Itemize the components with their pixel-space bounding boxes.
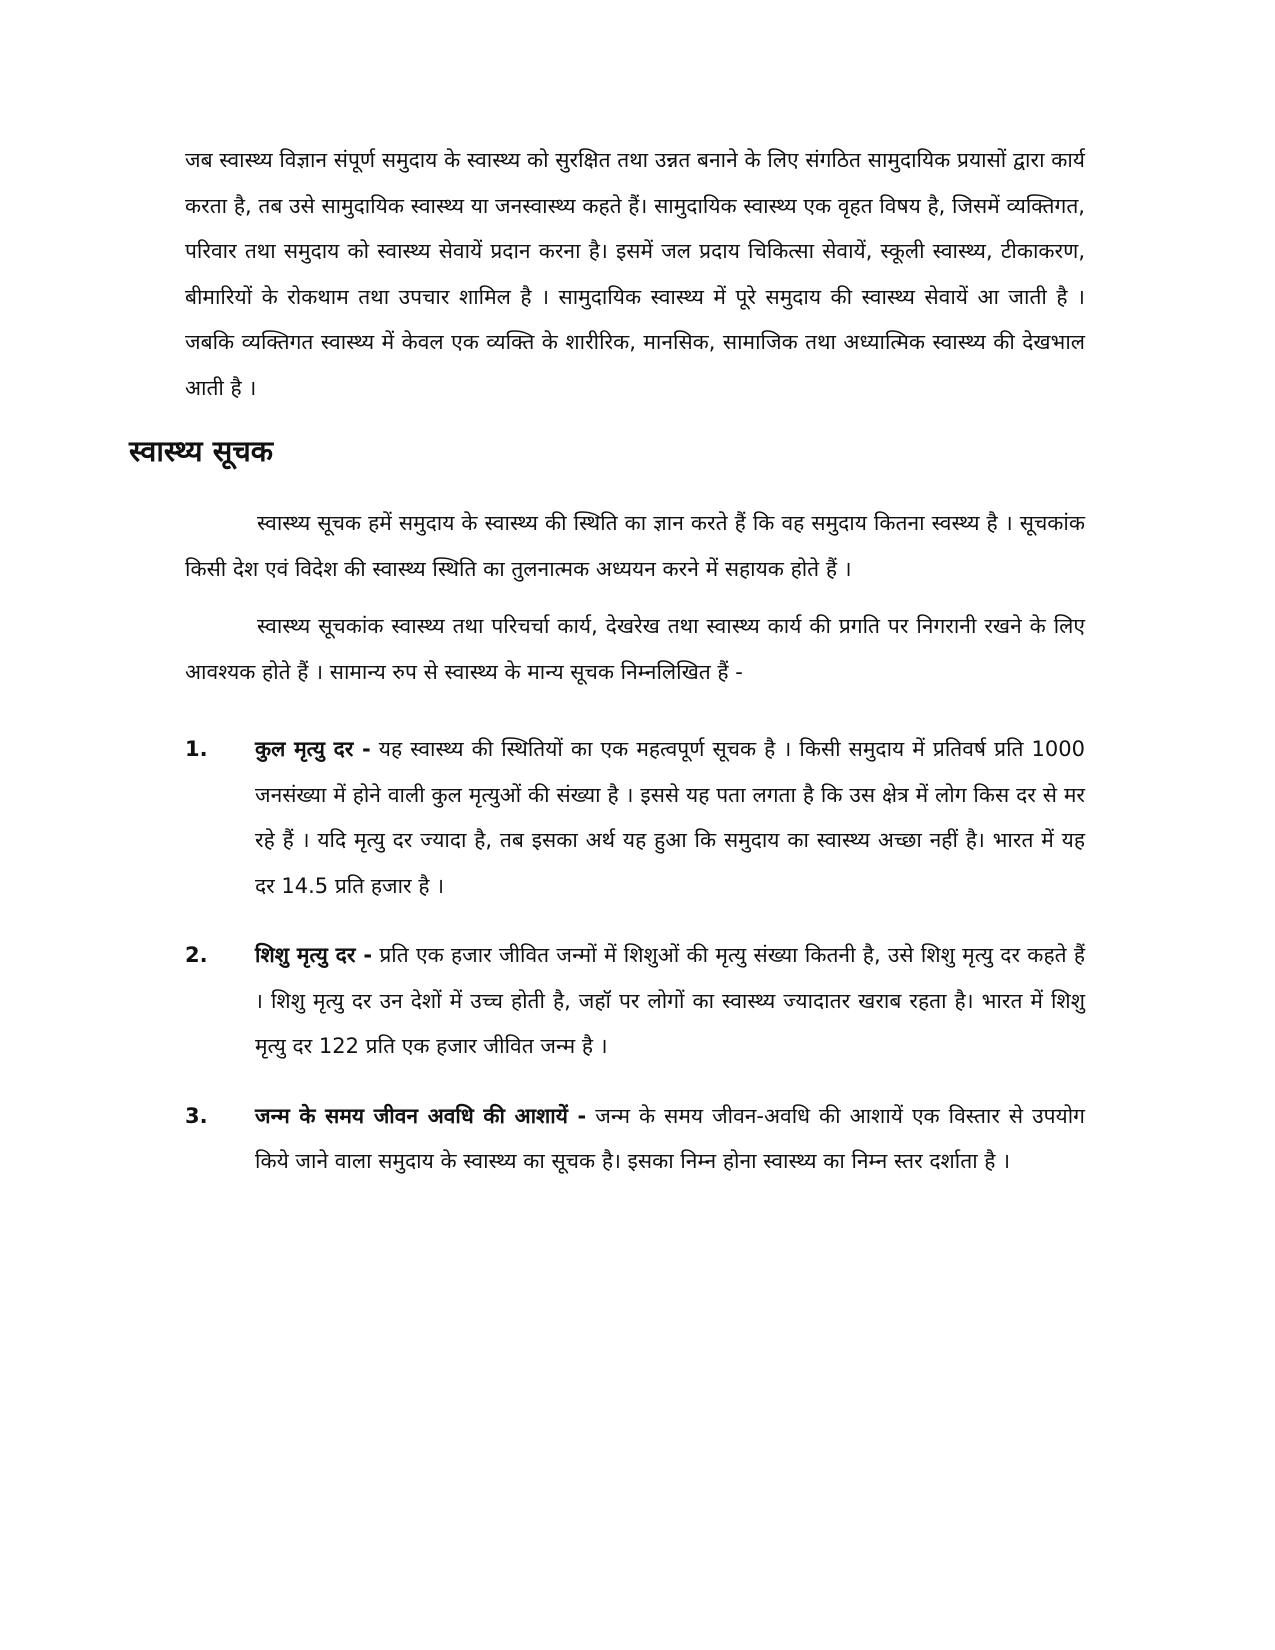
list-item-number: 1. (185, 737, 208, 761)
list-item-number: 2. (185, 943, 208, 967)
list-item-term: कुल मृत्यु दर - (255, 737, 371, 761)
list-item-body (255, 933, 1085, 1070)
list-item-body (255, 1094, 1085, 1185)
intro-paragraph: जब स्वास्थ्य विज्ञान संपूर्ण समुदाय के स्वास्थ्य को सुरक्षित तथा उन्नत बनाने के लिए संगठित सामुदायिक प्रयासों द्वारा कार्य करता है, तब उसे सामुदायिक स्वास्थ्य या जनस्वास्थ्य कहते हैं। सामुदायिक स्वास्थ्य एक वृहत विषय है, जिसमें व्यक्तिगत, परिवार तथा समुदाय को स्वास्थ्य सेवायें प्रदान करना है। इसमें जल प्रदाय चिकित्सा सेवायें, स्कूली स्वास्थ्य, टीकाकरण, बीमारियों के रोकथाम तथा उपचार शामिल है । सामुदायिक स्वास्थ्य में पूरे समुदाय की स्वास्थ्य सेवायें आ जाती है । जबकि व्यक्तिगत स्वास्थ्य में केवल एक व्यक्ति के शारीरिक, मानसिक, सामाजिक तथा अध्यात्मिक स्वास्थ्य की देखभाल आती है । (185, 148, 1085, 400)
list-item-text: यह स्वास्थ्य की स्थितियों का एक महत्वपूर्ण सूचक है । किसी समुदाय में प्रतिवर्ष प्रति 1000 जनसंख्या में होने वाली कुल मृत्युओं की संख्या है । इससे यह पता लगता है कि उस क्षेत्र में लोग किस दर से मर रहे हैं । यदि मृत्यु दर ज्यादा है, तब इसका अर्थ यह हुआ कि समुदाय का स्वास्थ्य अच्छा नहीं है। भारत में यह दर 14.5 प्रति हजार है । (255, 737, 1085, 898)
list-item (185, 727, 1085, 909)
section-paragraph-1: स्वास्थ्य सूचक हमें समुदाय के स्वास्थ्य की स्थिति का ज्ञान करते हैं कि वह समुदाय कितना स्वस्थ्य है । सूचकांक किसी देश एवं विदेश की स्वास्थ्य स्थिति का तुलनात्मक अध्ययन करने में सहायक होते हैं । (185, 511, 1085, 581)
section-heading: स्वास्थ्य सूचक (129, 434, 274, 468)
section-paragraph-2: स्वास्थ्य सूचकांक स्वास्थ्य तथा परिचर्चा कार्य, देखरेख तथा स्वास्थ्य कार्य की प्रगति पर निगरानी रखने के लिए आवश्यक होते हैं । सामान्य रुप से स्वास्थ्य के मान्य सूचक निम्नलिखित हैं - (185, 614, 1085, 684)
list-item (185, 933, 1085, 1070)
list-item-term: शिशु मृत्यु दर - (255, 943, 373, 967)
list-item-number: 3. (185, 1103, 208, 1128)
list-item-text: प्रति एक हजार जीवित जन्मों में शिशुओं की मृत्यु संख्या कितनी है, उसे शिशु मृत्यु दर कहते हैं । शिशु मृत्यु दर उन देशों में उच्च होती है, जहॉ पर लोगों का स्वास्थ्य ज्यादातर खराब रहता है। भारत में शिशु मृत्यु दर 122 प्रति एक हजार जीवित जन्म है । (255, 943, 1085, 1058)
indicator-list (185, 727, 1085, 1185)
list-item-body (255, 727, 1085, 909)
list-item (185, 1094, 1085, 1185)
list-item-term: जन्म के समय जीवन अवधि की आशायें - (255, 1103, 587, 1128)
list-item-text: जन्म के समय जीवन-अवधि की आशायें एक विस्तार से उपयोग किये जाने वाला समुदाय के स्वास्थ्य का सूचक है। इसका निम्न होना स्वास्थ्य का निम्न स्तर दर्शाता है । (255, 1103, 1085, 1173)
